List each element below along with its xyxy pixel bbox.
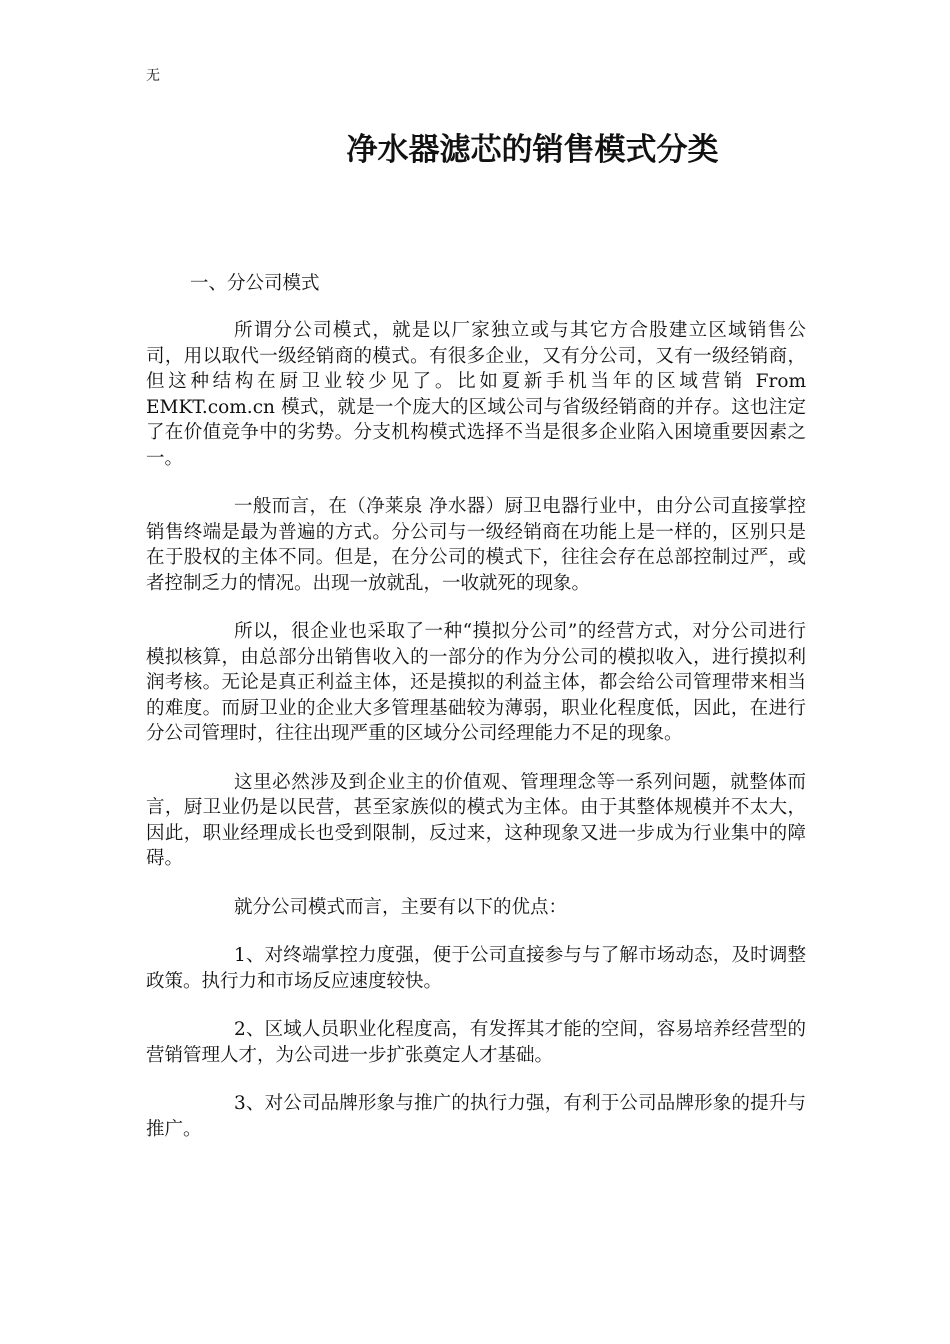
paragraph-8: 3、对公司品牌形象与推广的执行力强，有利于公司品牌形象的提升与推广。 xyxy=(146,1093,806,1140)
document-body xyxy=(146,270,806,1165)
section-heading: 一、分公司模式 xyxy=(190,273,320,294)
paragraph-1: 所谓分公司模式，就是以厂家独立或与其它方合股建立区域销售公司，用以取代一级经销商的模式。有很多企业，又有分公司，又有一级经销商，但这种结构在厨卫业较少见了。比如夏新手机当年的区域营销 From EMKT.com.cn 模式，就是一个庞大的区域公司与省级经销商的并存。这也注定了在价值竞争中的劣势。分支机构模式选择不当是很多企业陷入困境重要因素之一。 xyxy=(146,320,806,469)
paragraph-7: 2、区域人员职业化程度高，有发挥其才能的空间，容易培养经营型的营销管理人才，为公司进一步扩张奠定人才基础。 xyxy=(146,1019,806,1066)
header-note: 无 xyxy=(146,68,160,84)
paragraph-6: 1、对终端掌控力度强，便于公司直接参与与了解市场动态，及时调整政策。执行力和市场反应速度较快。 xyxy=(146,945,806,992)
paragraph-5: 就分公司模式而言，主要有以下的优点： xyxy=(234,896,568,918)
paragraph-4: 这里必然涉及到企业主的价值观、管理理念等一系列问题，就整体而言，厨卫业仍是以民营，甚至家族似的模式为主体。由于其整体规模并不太大，因此，职业经理成长也受到限制，反过来，这种现象又进一步成为行业集中的障碍。 xyxy=(146,771,806,869)
document-title: 净水器滤芯的销售模式分类 xyxy=(346,132,719,168)
paragraph-3: 所以，很企业也采取了一种“摸拟分公司”的经营方式，对分公司进行模拟核算，由总部分出销售收入的一部分的作为分公司的模拟收入，进行摸拟利润考核。无论是真正利益主体，还是摸拟的利益主体，都会给公司管理带来相当的难度。而厨卫业的企业大多管理基础较为薄弱，职业化程度低，因此，在进行分公司管理时，往往出现严重的区域分公司经理能力不足的现象。 xyxy=(146,621,806,744)
paragraph-2: 一般而言，在（净莱泉 净水器）厨卫电器行业中，由分公司直接掌控销售终端是最为普遍的方式。分公司与一级经销商在功能上是一样的，区别只是在于股权的主体不同。但是，在分公司的模式下，往往会存在总部控制过严，或者控制乏力的情况。出现一放就乱，一收就死的现象。 xyxy=(146,496,806,594)
